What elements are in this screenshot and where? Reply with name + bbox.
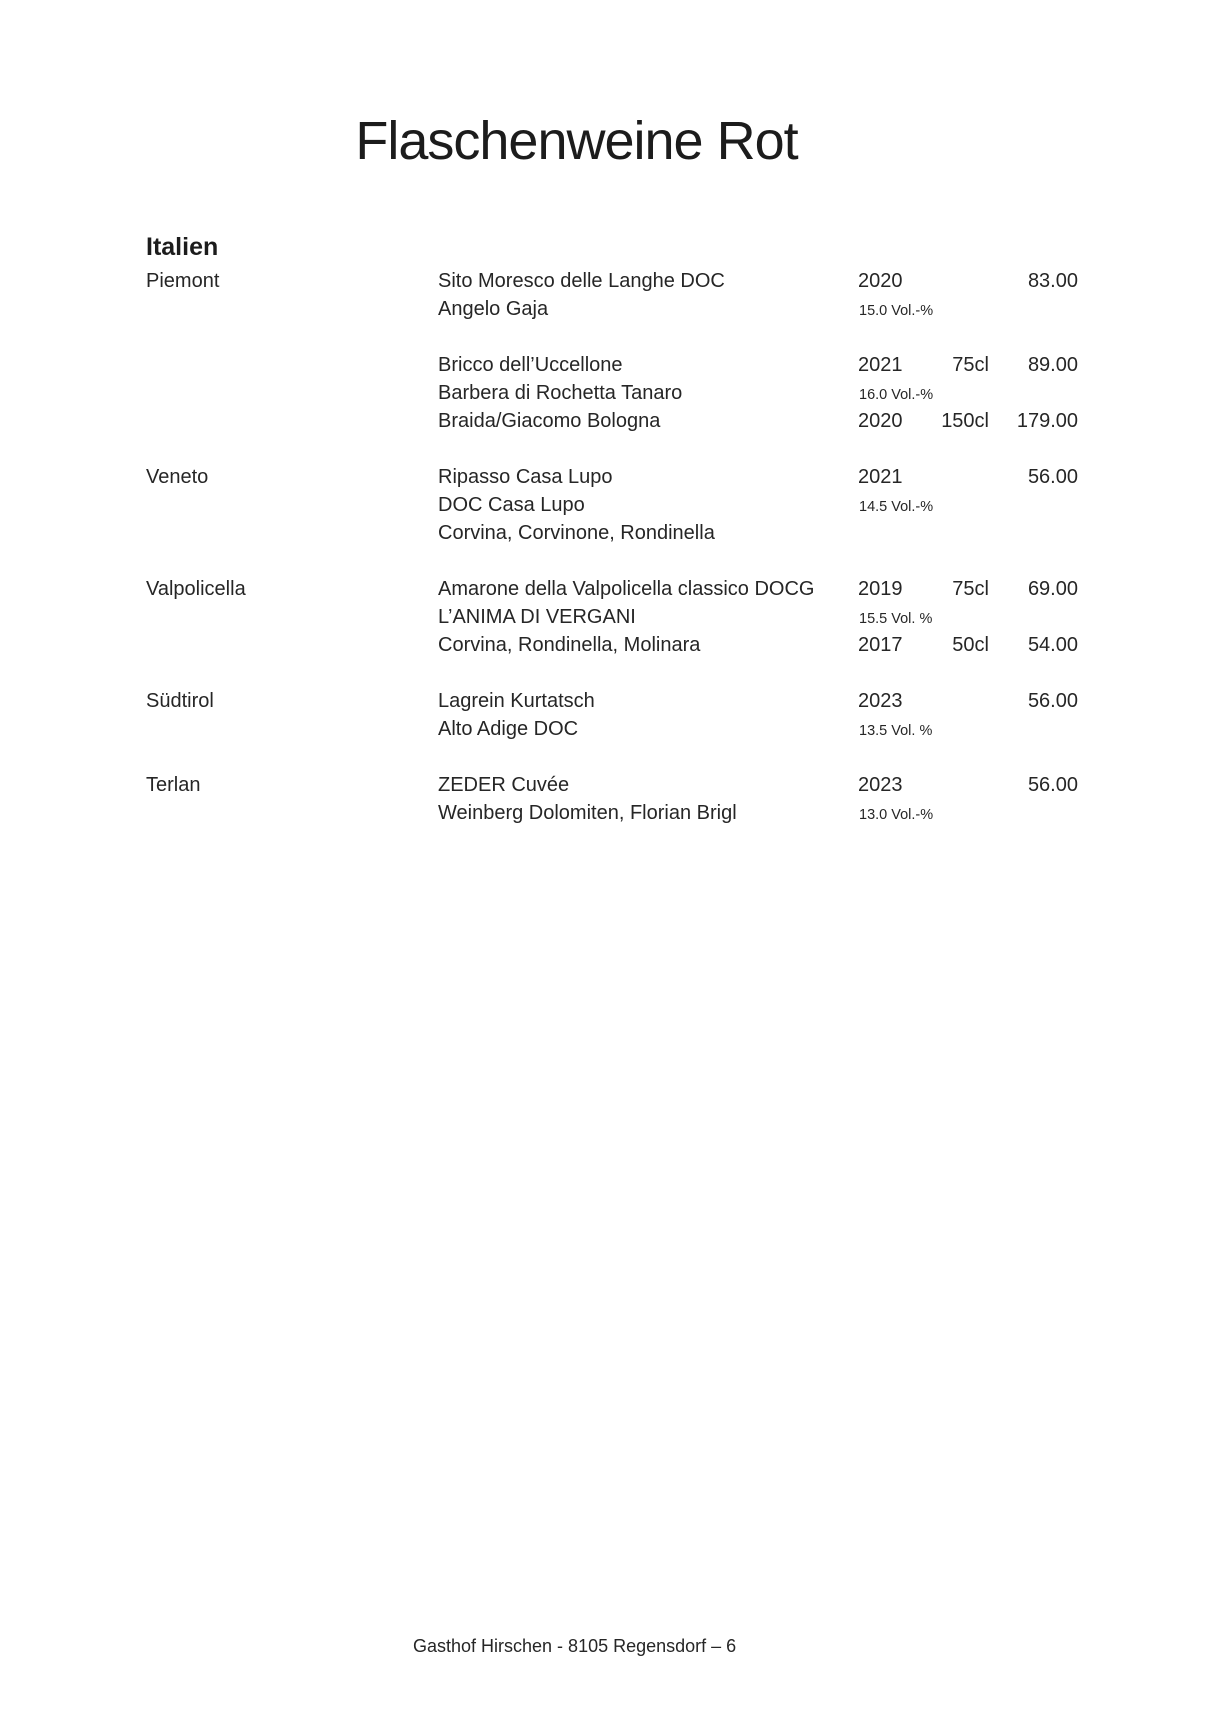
wine-alcohol-vol: 14.5 Vol.-% [859,499,934,515]
wine-group [146,687,1096,743]
wine-vintage: 2019 [858,578,903,600]
wine-row [146,715,1078,743]
wine-alcohol-vol: 13.0 Vol.-% [859,807,934,823]
wine-name: ZEDER Cuvée [438,774,570,796]
region-label: Terlan [146,774,201,796]
group-rows [146,351,1096,435]
wine-price: 56.00 [1027,774,1078,796]
wine-bottle-size: 50cl [952,634,989,656]
wine-name: Bricco dell’Uccellone [438,354,623,376]
wine-price: 56.00 [1027,690,1078,712]
wine-row [146,267,1078,295]
wine-vintage: 2023 [858,774,903,796]
region-label: Valpolicella [146,578,246,600]
wine-vintage: 2020 [858,270,903,292]
wine-row [146,603,1078,631]
wine-group [146,771,1096,827]
wine-name: Ripasso Casa Lupo [438,466,613,488]
wine-vintage: 2021 [858,466,903,488]
wine-vintage: 2021 [858,354,903,376]
wine-price: 179.00 [1016,410,1078,432]
wine-alcohol-vol: 15.0 Vol.-% [859,303,934,319]
wine-row [146,799,1078,827]
wine-alcohol-vol: 13.5 Vol. % [859,723,933,739]
wine-price: 54.00 [1027,634,1078,656]
page-title: Flaschenweine Rot [355,111,798,171]
group-rows [146,575,1096,659]
wine-price: 83.00 [1027,270,1078,292]
wine-name: Sito Moresco delle Langhe DOC [438,270,725,292]
page-footer: Gasthof Hirschen - 8105 Regensdorf – 6 [413,1636,737,1656]
wine-name: Braida/Giacomo Bologna [438,410,661,432]
group-rows [146,463,1096,547]
wine-name: Barbera di Rochetta Tanaro [438,382,683,404]
wine-row [146,407,1078,435]
wine-row [146,463,1078,491]
wine-price: 89.00 [1027,354,1078,376]
region-label: Piemont [146,270,220,292]
group-rows [146,771,1096,827]
wine-price: 69.00 [1027,578,1078,600]
group-rows [146,267,1096,323]
wine-row [146,491,1078,519]
group-rows [146,687,1096,743]
wine-name: Lagrein Kurtatsch [438,690,595,712]
wine-name: Weinberg Dolomiten, Florian Brigl [438,802,737,824]
wine-row [146,575,1078,603]
wine-bottle-size: 75cl [952,578,989,600]
wine-name: DOC Casa Lupo [438,494,585,516]
section-header-italien: Italien [146,233,219,261]
wine-group [146,267,1096,323]
wine-group [146,351,1096,435]
wine-alcohol-vol: 16.0 Vol.-% [859,387,934,403]
wine-row [146,379,1078,407]
wine-bottle-size: 75cl [952,354,989,376]
wine-row [146,687,1078,715]
wine-price: 56.00 [1027,466,1078,488]
wine-row [146,519,1078,547]
wine-row [146,631,1078,659]
wine-row [146,295,1078,323]
wine-group [146,463,1096,547]
wine-name: Corvina, Rondinella, Molinara [438,634,701,656]
wine-vintage: 2020 [858,410,903,432]
wine-list [146,267,1096,827]
wine-vintage: 2023 [858,690,903,712]
wine-name: Corvina, Corvinone, Rondinella [438,522,715,544]
wine-name: L’ANIMA DI VERGANI [438,606,636,628]
wine-alcohol-vol: 15.5 Vol. % [859,611,933,627]
wine-name: Amarone della Valpolicella classico DOCG [438,578,815,600]
wine-vintage: 2017 [858,634,903,656]
region-label: Südtirol [146,690,214,712]
wine-group [146,575,1096,659]
wine-name: Angelo Gaja [438,298,549,320]
wine-name: Alto Adige DOC [438,718,579,740]
region-label: Veneto [146,466,209,488]
wine-bottle-size: 150cl [941,410,989,432]
wine-row [146,351,1078,379]
wine-row [146,771,1078,799]
